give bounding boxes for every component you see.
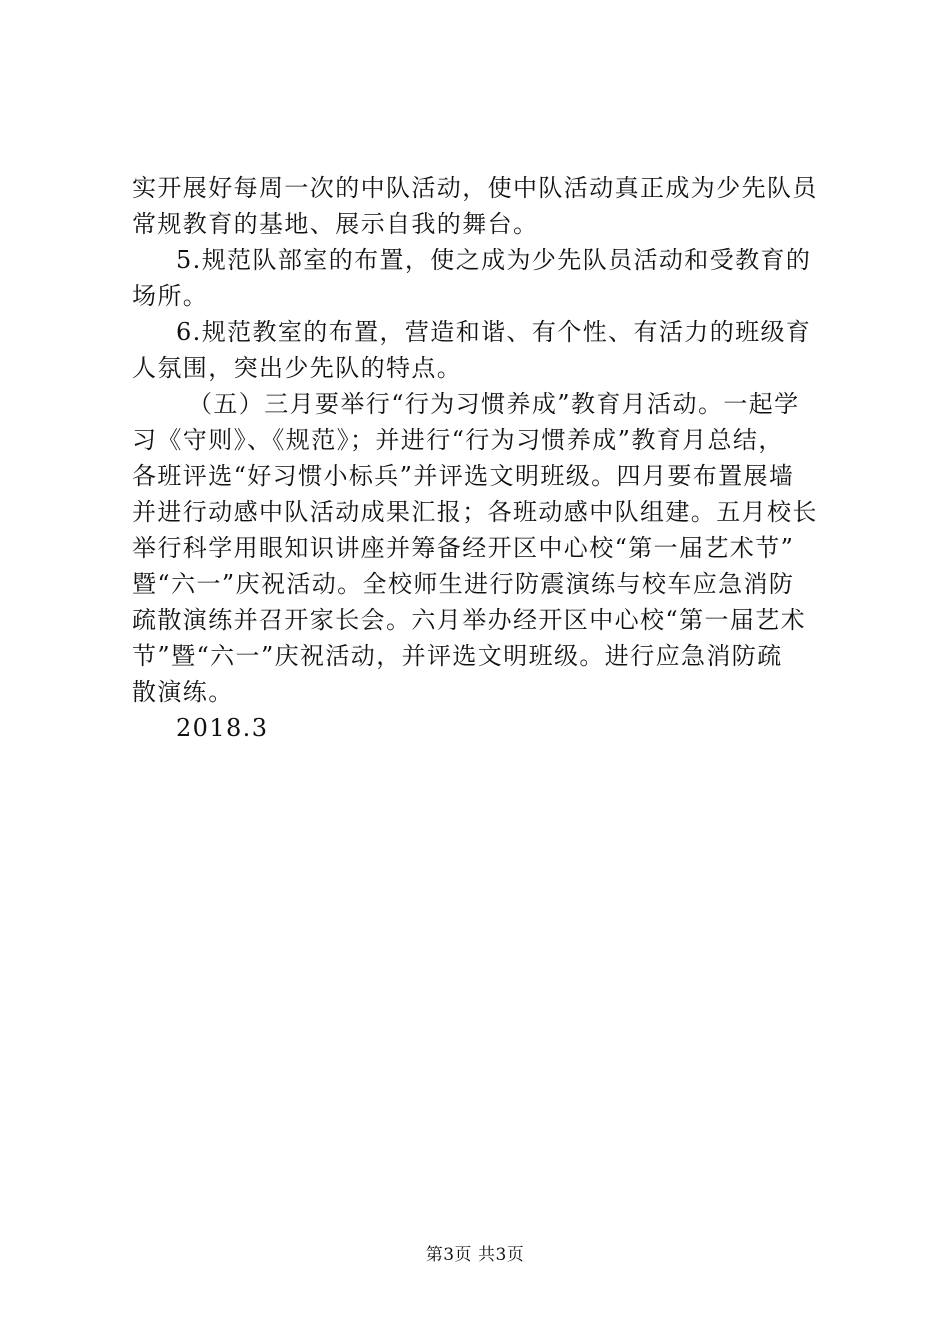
text-line: 举行科学用眼知识讲座并筹备经开区中心校“第一届艺术节” [132,534,795,562]
text-line: 实开展好每周一次的中队活动，使中队活动真正成为少先队员 [132,174,818,202]
page-number: 第3页 共3页 [425,1245,525,1265]
text-line: 5.规范队部室的布置，使之成为少先队员活动和受教育的 [176,246,812,274]
text-line: 节”暨“六一”庆祝活动，并评选文明班级。进行应急消防疏 [132,642,783,670]
date-line: 2018.3 [176,714,269,742]
text-line: 人氛围，突出少先队的特点。 [132,354,463,382]
document-body [132,170,832,746]
text-line: 并进行动感中队活动成果汇报；各班动感中队组建。五月校长 [132,498,818,526]
text-line: （五）三月要举行“行为习惯养成”教育月活动。一起学 [188,390,800,418]
text-line: 场所。 [132,282,209,310]
text-line: 散演练。 [132,678,234,706]
text-line: 6.规范教室的布置，营造和谐、有个性、有活力的班级育 [176,318,812,346]
text-line: 各班评选“好习惯小标兵”并评选文明班级。四月要布置展墙 [132,462,795,490]
text-line: 常规教育的基地、展示自我的舞台。 [132,210,539,238]
page-footer [0,1244,950,1266]
text-line: 疏散演练并召开家长会。六月举办经开区中心校“第一届艺术 [132,606,807,634]
text-line: 暨“六一”庆祝活动。全校师生进行防震演练与校车应急消防 [132,570,795,598]
text-line: 习《守则》、《规范》；并进行“行为习惯养成”教育月总结， [132,426,784,454]
